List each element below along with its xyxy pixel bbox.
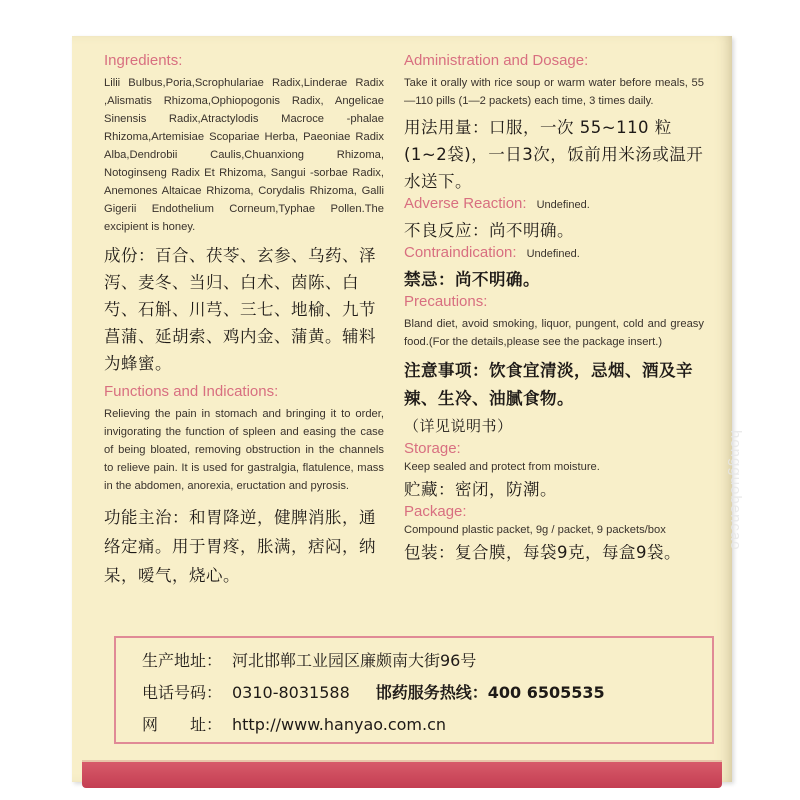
precautions-section	[404, 293, 704, 440]
website-row	[142, 712, 446, 735]
functions-chinese: 功能主治：和胃降逆，健脾消胀，通络定痛。用于胃疼，胀满，痞闷，纳呆，嗳气，烧心。	[104, 508, 376, 585]
watermark: hongguobencao	[727, 430, 744, 551]
phone-value: 0310-8031588	[232, 683, 350, 702]
adverse-heading: Adverse Reaction:	[404, 195, 527, 212]
right-column	[404, 52, 704, 566]
website-label: 网 址：	[142, 715, 223, 734]
adverse-value: Undefined.	[536, 199, 590, 211]
contra-value: Undefined.	[526, 248, 580, 260]
phone-label: 电话号码：	[142, 683, 223, 702]
contact-box	[114, 636, 714, 744]
ingredients-section	[104, 52, 384, 377]
service-hotline: 邯药服务热线：400 6505535	[375, 683, 605, 702]
website-value: http://www.hanyao.com.cn	[232, 715, 447, 734]
precautions-heading: Precautions:	[404, 293, 488, 310]
functions-heading: Functions and Indications:	[104, 383, 279, 400]
package-english: Compound plastic packet, 9g / packet, 9 packets/box	[404, 524, 666, 536]
precautions-note: （详见说明书）	[404, 417, 513, 435]
package-chinese: 包装：复合膜，每袋9克，每盒9袋。	[404, 543, 681, 562]
ingredients-chinese: 成份：百合、茯苓、玄参、乌药、泽泻、麦冬、当归、白术、茵陈、白芍、石斛、川芎、三七、地榆、九节菖蒲、延胡索、鸡内金、蒲黄。辅料为蜂蜜。	[104, 246, 376, 373]
administration-section	[404, 52, 704, 195]
precautions-english: Bland diet, avoid smoking, liquor, pungent, cold and greasy food.(For the details,please see the package insert.)	[404, 318, 704, 348]
contra-heading: Contraindication:	[404, 244, 517, 261]
left-column	[104, 52, 384, 590]
contra-section	[404, 244, 704, 293]
ingredients-heading: Ingredients:	[104, 52, 183, 69]
storage-heading: Storage:	[404, 440, 461, 457]
storage-chinese: 贮藏：密闭，防潮。	[404, 480, 557, 499]
precautions-chinese: 注意事项：饮食宜清淡，忌烟、酒及辛辣、生冷、油腻食物。	[404, 361, 693, 408]
address-label: 生产地址：	[142, 651, 223, 670]
address-row	[142, 648, 476, 671]
storage-english: Keep sealed and protect from moisture.	[404, 461, 600, 473]
contra-chinese: 禁忌：尚不明确。	[404, 270, 540, 289]
administration-chinese: 用法用量：口服，一次 55~110 粒(1~2袋)，一日3次，饭前用米汤或温开水送下。	[404, 118, 704, 191]
administration-heading: Administration and Dosage:	[404, 52, 589, 69]
package-heading: Package:	[404, 503, 467, 520]
administration-english: Take it orally with rice soup or warm water before meals, 55—110 pills (1—2 packets) each time, 3 times daily.	[404, 77, 704, 107]
ingredients-english: Lilii Bulbus,Poria,Scrophulariae Radix,Linderae Radix ,Alismatis Rhizoma,Ophiopogonis Radix, Angelicae Sinensis Radix,Atractylodis Macroce -phalae Rhizoma,Artemisiae Scopariae Herba, Paeoniae Radix Alba,Dendrobii Caulis,Chuanxiong Rhizoma, Notoginseng Radix Et Rhizoma, Sangui -sorbae Radix, Anemones Altaicae Rhizoma, Corydalis Rhizoma, Galli Gigerii Endothelium Corneum,Typhae Pollen.The excipient is honey.	[104, 77, 384, 233]
storage-section	[404, 440, 704, 503]
functions-english: Relieving the pain in stomach and bringing it to order, invigorating the function of spleen and easing the case of being bloated, removing obstruction in the channels to relieve pain. It is used for gastralgia, flatulence, mass in the abdomen, anorexia, eructation and pyrosis.	[104, 408, 384, 492]
address-value: 河北邯郸工业园区廉颇南大街96号	[232, 651, 477, 670]
package-section	[404, 503, 704, 566]
adverse-section	[404, 195, 704, 244]
phone-row	[142, 680, 605, 703]
adverse-chinese: 不良反应：尚不明确。	[404, 221, 574, 240]
functions-section	[104, 383, 384, 590]
package-bottom-edge	[82, 760, 722, 788]
